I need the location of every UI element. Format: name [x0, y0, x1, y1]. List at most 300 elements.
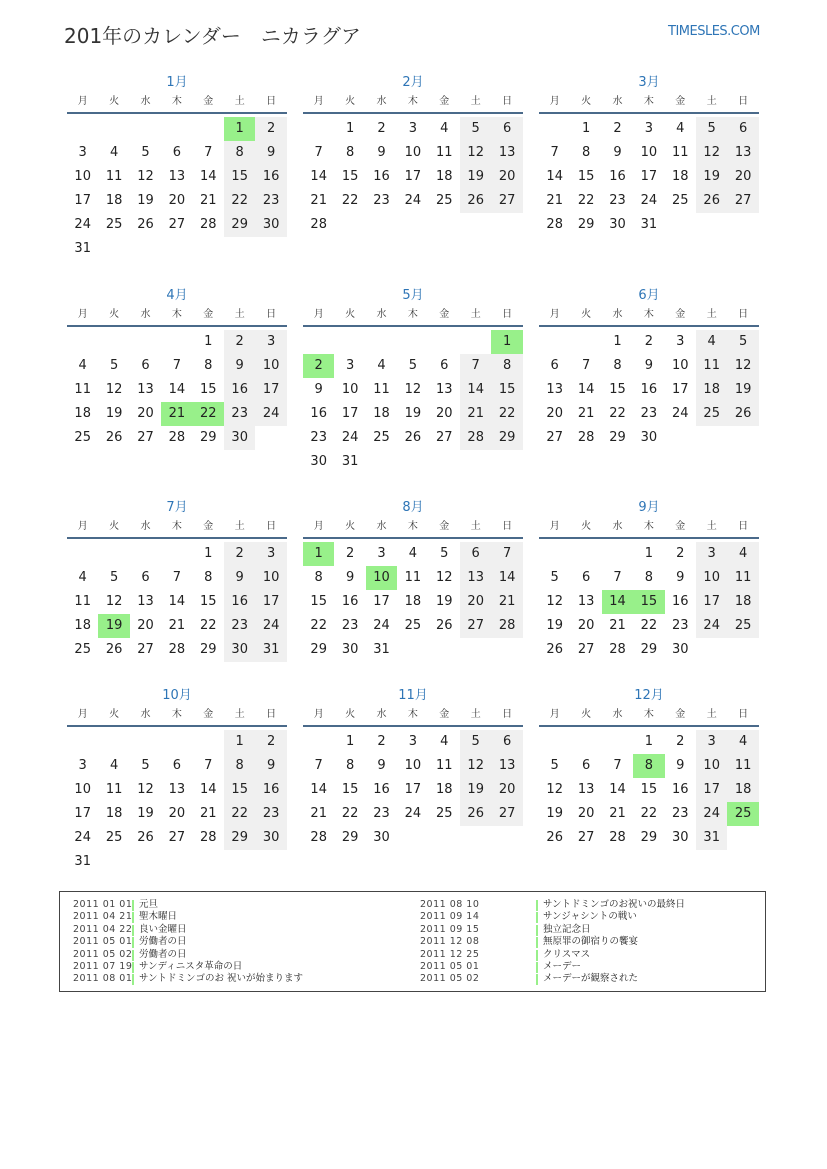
- holiday-day-cell: 1: [224, 117, 255, 141]
- day-cell: 11: [404, 570, 422, 585]
- day-cell: 6: [491, 730, 522, 754]
- holiday-day-cell: 22: [193, 402, 224, 426]
- day-cell: 13: [137, 594, 154, 609]
- day-cell: 26: [137, 830, 154, 845]
- day-cell: 1: [644, 546, 654, 561]
- day-cell: 4: [440, 734, 449, 749]
- day-cell: 2: [377, 121, 386, 136]
- day-cell: 23: [310, 430, 327, 445]
- day-cell: 15: [200, 382, 217, 397]
- day-cell: 23: [341, 618, 359, 633]
- weekday-label: 日: [738, 521, 749, 532]
- weekday-label: 火: [581, 521, 592, 532]
- day-cell: 13: [460, 566, 491, 590]
- day-cell: 16: [255, 778, 286, 802]
- day-cell: 28: [200, 217, 217, 232]
- header-divider: [303, 325, 523, 327]
- month-name: 6月: [638, 288, 660, 303]
- header-divider: [539, 112, 759, 114]
- day-cell: 20: [436, 406, 453, 421]
- day-cell: 2: [255, 730, 286, 754]
- day-cell: 20: [491, 778, 522, 802]
- day-cell: 31: [373, 642, 390, 657]
- day-cell: 12: [460, 754, 491, 778]
- day-cell: 26: [727, 402, 758, 426]
- weekday-label: 火: [345, 521, 356, 532]
- day-cell: 21: [200, 193, 217, 208]
- header-divider: [303, 112, 523, 114]
- day-cell: 5: [109, 358, 119, 373]
- day-cell: 30: [373, 830, 390, 845]
- header-divider: [67, 725, 287, 727]
- weekday-header: [67, 95, 287, 109]
- legend-marker: [132, 925, 134, 936]
- legend-date: 2011 05 02: [73, 948, 133, 960]
- day-cell: 12: [460, 141, 491, 165]
- weekday-label: 金: [675, 709, 686, 720]
- header-divider: [539, 537, 759, 539]
- day-cell: 14: [491, 566, 522, 590]
- weekday-label: 土: [470, 309, 481, 320]
- weekday-label: 月: [77, 96, 88, 107]
- day-cell: 6: [581, 570, 591, 585]
- weekday-label: 水: [612, 309, 623, 320]
- month-name: 5月: [402, 288, 424, 303]
- page-title: 201年のカレンダー ニカラグア: [64, 24, 361, 48]
- day-cell: 26: [105, 642, 123, 657]
- day-cell: 20: [546, 406, 563, 421]
- day-cell: 15: [341, 169, 359, 184]
- day-cell: 21: [310, 806, 327, 821]
- legend-marker: [536, 900, 538, 911]
- day-cell: 20: [168, 193, 186, 208]
- holiday-day-cell: 15: [633, 590, 664, 614]
- weekday-label: 日: [502, 709, 513, 720]
- legend-date: 2011 04 21: [73, 911, 133, 923]
- day-cell: 11: [436, 145, 453, 160]
- holiday-day-cell: 8: [633, 754, 664, 778]
- weekday-header: [303, 708, 523, 722]
- day-cell: 6: [172, 145, 182, 160]
- day-cell: 4: [727, 542, 758, 566]
- day-cell: 23: [640, 406, 658, 421]
- day-cell: 18: [436, 782, 453, 797]
- day-cell: 14: [168, 594, 186, 609]
- day-cell: 13: [436, 382, 453, 397]
- day-cell: 17: [341, 406, 359, 421]
- day-cell: 16: [224, 378, 255, 402]
- day-cell: 13: [727, 141, 758, 165]
- day-cell: 27: [168, 217, 186, 232]
- legend-holiday-name: 独立記念日: [543, 923, 591, 935]
- day-cell: 16: [310, 406, 327, 421]
- day-cell: 12: [546, 594, 563, 609]
- weekday-label: 金: [203, 309, 214, 320]
- legend-marker: [536, 912, 538, 923]
- day-cell: 29: [640, 830, 658, 845]
- weekday-label: 金: [439, 521, 450, 532]
- legend-date: 2011 09 15: [420, 923, 480, 935]
- day-cell: 5: [109, 570, 119, 585]
- day-cell: 17: [255, 590, 286, 614]
- day-cell: 13: [137, 382, 154, 397]
- day-cell: 10: [696, 566, 727, 590]
- day-cell: 2: [676, 734, 685, 749]
- legend-marker: [132, 974, 134, 985]
- day-cell: 30: [640, 430, 658, 445]
- day-cell: 26: [137, 217, 154, 232]
- weekday-label: 木: [407, 521, 418, 532]
- day-cell: 2: [224, 330, 255, 354]
- day-cell: 9: [255, 754, 286, 778]
- day-cell: 20: [168, 806, 186, 821]
- day-cell: 16: [609, 169, 626, 184]
- day-cell: 30: [609, 217, 626, 232]
- weekday-label: 金: [203, 521, 214, 532]
- day-cell: 25: [373, 430, 390, 445]
- legend-date: 2011 01 01: [73, 899, 133, 910]
- day-cell: 29: [609, 430, 626, 445]
- day-cell: 28: [200, 830, 217, 845]
- day-cell: 6: [460, 542, 491, 566]
- legend-marker: [132, 912, 134, 923]
- day-cell: 28: [310, 830, 327, 845]
- day-cell: 25: [727, 614, 758, 638]
- day-cell: 17: [373, 594, 390, 609]
- day-cell: 9: [224, 354, 255, 378]
- day-cell: 24: [640, 193, 658, 208]
- day-cell: 26: [546, 642, 563, 657]
- legend-date: 2011 12 08: [420, 936, 480, 948]
- day-cell: 25: [672, 193, 689, 208]
- day-cell: 5: [460, 730, 491, 754]
- day-cell: 19: [460, 165, 491, 189]
- header-divider: [303, 537, 523, 539]
- weekday-label: 土: [706, 521, 717, 532]
- weekday-label: 月: [77, 521, 88, 532]
- day-cell: 16: [672, 594, 689, 609]
- header-divider: [539, 325, 759, 327]
- weekday-label: 木: [171, 96, 182, 107]
- weekday-label: 水: [140, 709, 151, 720]
- day-cell: 16: [255, 165, 286, 189]
- day-cell: 19: [436, 594, 453, 609]
- day-cell: 25: [696, 402, 727, 426]
- day-cell: 5: [696, 117, 727, 141]
- day-cell: 25: [74, 430, 91, 445]
- day-cell: 25: [105, 830, 123, 845]
- weekday-label: 金: [675, 96, 686, 107]
- day-cell: 22: [640, 618, 658, 633]
- day-cell: 13: [168, 169, 186, 184]
- holiday-day-cell: 1: [491, 330, 522, 354]
- weekday-label: 日: [266, 309, 277, 320]
- day-cell: 24: [74, 830, 91, 845]
- day-cell: 15: [310, 594, 327, 609]
- day-grid: [303, 542, 523, 686]
- day-cell: 26: [105, 430, 123, 445]
- day-cell: 8: [345, 758, 355, 773]
- weekday-label: 土: [470, 521, 481, 532]
- day-cell: 23: [255, 189, 286, 213]
- weekday-label: 火: [109, 709, 120, 720]
- month-name: 10月: [162, 688, 192, 703]
- legend-holiday-name: サントドミンゴのお 祝いが始まります: [139, 973, 304, 985]
- legend-marker: [132, 950, 134, 961]
- weekday-header: [303, 95, 523, 109]
- legend-holiday-name: 労働者の日: [139, 948, 187, 960]
- day-cell: 5: [408, 358, 418, 373]
- day-cell: 16: [373, 169, 390, 184]
- holiday-day-cell: 25: [727, 802, 758, 826]
- legend-holiday-name: サントドミンゴのお祝いの最終日: [543, 899, 686, 910]
- day-cell: 21: [310, 193, 327, 208]
- month-name: 1月: [166, 75, 188, 90]
- day-cell: 16: [373, 782, 390, 797]
- legend-holiday-name: メーデーが観察された: [543, 973, 639, 985]
- day-cell: 7: [172, 570, 182, 585]
- weekday-label: 火: [345, 709, 356, 720]
- weekday-label: 火: [109, 96, 120, 107]
- weekday-label: 水: [612, 709, 623, 720]
- day-grid: [539, 542, 759, 686]
- month-name: 12月: [634, 688, 664, 703]
- day-cell: 5: [440, 546, 449, 561]
- legend-marker: [132, 900, 134, 911]
- header-divider: [539, 725, 759, 727]
- day-cell: 15: [224, 778, 255, 802]
- day-cell: 3: [644, 121, 654, 136]
- day-cell: 10: [404, 145, 422, 160]
- day-cell: 26: [460, 189, 491, 213]
- day-cell: 14: [200, 169, 217, 184]
- day-cell: 27: [491, 189, 522, 213]
- day-cell: 22: [609, 406, 626, 421]
- day-cell: 17: [404, 169, 422, 184]
- day-cell: 10: [74, 169, 91, 184]
- day-cell: 2: [345, 546, 355, 561]
- weekday-label: 金: [439, 96, 450, 107]
- day-cell: 29: [200, 642, 217, 657]
- day-cell: 31: [255, 638, 286, 662]
- day-cell: 1: [613, 334, 622, 349]
- day-cell: 11: [74, 594, 91, 609]
- day-cell: 6: [727, 117, 758, 141]
- day-cell: 26: [404, 430, 422, 445]
- day-cell: 6: [440, 358, 449, 373]
- brand-logo[interactable]: TIMESLES.COM: [668, 24, 760, 39]
- weekday-label: 月: [77, 709, 88, 720]
- day-cell: 6: [141, 570, 150, 585]
- weekday-label: 水: [376, 96, 387, 107]
- weekday-label: 水: [376, 309, 387, 320]
- day-cell: 11: [436, 758, 453, 773]
- day-cell: 7: [314, 145, 323, 160]
- day-cell: 1: [204, 546, 213, 561]
- day-cell: 21: [577, 406, 595, 421]
- legend-date: 2011 07 19: [73, 960, 133, 972]
- day-cell: 7: [550, 145, 559, 160]
- weekday-header: [539, 708, 759, 722]
- day-cell: 9: [345, 570, 355, 585]
- day-cell: 11: [696, 354, 727, 378]
- weekday-label: 火: [581, 309, 592, 320]
- day-cell: 28: [460, 426, 491, 450]
- day-cell: 25: [436, 806, 453, 821]
- day-cell: 25: [404, 618, 422, 633]
- day-cell: 17: [640, 169, 658, 184]
- day-cell: 19: [460, 778, 491, 802]
- day-cell: 9: [314, 382, 323, 397]
- day-cell: 15: [640, 782, 658, 797]
- day-cell: 9: [644, 358, 654, 373]
- holiday-day-cell: 2: [303, 354, 334, 378]
- legend-holiday-name: 元旦: [139, 899, 159, 910]
- day-cell: 19: [696, 165, 727, 189]
- day-cell: 6: [581, 758, 591, 773]
- weekday-header: [539, 95, 759, 109]
- day-cell: 12: [105, 382, 123, 397]
- day-cell: 16: [672, 782, 689, 797]
- day-cell: 22: [310, 618, 327, 633]
- day-cell: 20: [460, 590, 491, 614]
- day-grid: [539, 117, 759, 261]
- day-cell: 23: [373, 193, 390, 208]
- day-cell: 28: [609, 830, 626, 845]
- day-cell: 8: [224, 141, 255, 165]
- day-cell: 15: [341, 782, 359, 797]
- day-cell: 2: [377, 734, 386, 749]
- day-cell: 24: [404, 806, 422, 821]
- day-cell: 3: [696, 730, 727, 754]
- weekday-label: 火: [581, 96, 592, 107]
- day-cell: 4: [408, 546, 418, 561]
- day-cell: 27: [436, 430, 453, 445]
- day-cell: 11: [727, 566, 758, 590]
- day-cell: 11: [74, 382, 91, 397]
- day-cell: 18: [74, 406, 91, 421]
- day-cell: 4: [440, 121, 449, 136]
- month-name: 8月: [402, 500, 424, 515]
- day-cell: 28: [168, 642, 186, 657]
- day-cell: 4: [78, 358, 87, 373]
- holiday-day-cell: 19: [98, 614, 129, 638]
- weekday-label: 日: [266, 521, 277, 532]
- day-cell: 24: [341, 430, 359, 445]
- day-cell: 7: [613, 758, 622, 773]
- day-cell: 7: [204, 758, 213, 773]
- day-cell: 20: [727, 165, 758, 189]
- day-cell: 29: [577, 217, 595, 232]
- weekday-label: 水: [376, 709, 387, 720]
- month-name: 11月: [398, 688, 428, 703]
- day-cell: 12: [546, 782, 563, 797]
- weekday-label: 月: [313, 709, 324, 720]
- day-cell: 18: [373, 406, 390, 421]
- day-cell: 22: [224, 802, 255, 826]
- weekday-label: 土: [470, 709, 481, 720]
- day-cell: 27: [137, 430, 154, 445]
- day-cell: 12: [404, 382, 422, 397]
- day-cell: 10: [640, 145, 658, 160]
- day-cell: 18: [696, 378, 727, 402]
- weekday-header: [67, 308, 287, 322]
- day-cell: 18: [105, 193, 123, 208]
- day-cell: 9: [224, 566, 255, 590]
- day-cell: 8: [204, 570, 213, 585]
- day-cell: 3: [255, 542, 286, 566]
- day-cell: 28: [546, 217, 563, 232]
- day-cell: 9: [613, 145, 622, 160]
- weekday-label: 金: [203, 96, 214, 107]
- day-cell: 31: [74, 854, 91, 869]
- weekday-label: 木: [643, 309, 654, 320]
- weekday-header: [539, 520, 759, 534]
- day-cell: 26: [436, 618, 453, 633]
- day-cell: 19: [137, 806, 154, 821]
- weekday-label: 土: [234, 309, 245, 320]
- weekday-label: 金: [439, 309, 450, 320]
- day-cell: 24: [672, 406, 689, 421]
- weekday-label: 金: [439, 709, 450, 720]
- weekday-label: 木: [407, 309, 418, 320]
- day-cell: 5: [727, 330, 758, 354]
- day-cell: 10: [341, 382, 359, 397]
- weekday-label: 木: [171, 309, 182, 320]
- day-grid: [539, 330, 759, 474]
- weekday-label: 日: [738, 709, 749, 720]
- holiday-day-cell: 10: [366, 566, 397, 590]
- weekday-label: 月: [313, 309, 324, 320]
- day-cell: 3: [345, 358, 355, 373]
- day-cell: 24: [74, 217, 91, 232]
- day-cell: 7: [314, 758, 323, 773]
- day-cell: 15: [609, 382, 626, 397]
- day-cell: 30: [224, 426, 255, 450]
- day-cell: 27: [546, 430, 563, 445]
- weekday-label: 土: [234, 709, 245, 720]
- day-cell: 29: [310, 642, 327, 657]
- day-cell: 24: [404, 193, 422, 208]
- day-cell: 2: [613, 121, 622, 136]
- day-cell: 1: [224, 730, 255, 754]
- day-cell: 8: [491, 354, 522, 378]
- day-cell: 28: [491, 614, 522, 638]
- day-cell: 24: [255, 402, 286, 426]
- day-cell: 3: [377, 546, 386, 561]
- legend-date: 2011 05 02: [420, 973, 480, 985]
- day-cell: 5: [550, 758, 559, 773]
- weekday-label: 金: [675, 521, 686, 532]
- day-cell: 27: [577, 642, 595, 657]
- day-cell: 13: [168, 782, 186, 797]
- day-cell: 19: [727, 378, 758, 402]
- day-cell: 3: [78, 145, 87, 160]
- day-cell: 27: [491, 802, 522, 826]
- day-cell: 10: [696, 754, 727, 778]
- day-cell: 12: [105, 594, 123, 609]
- day-cell: 19: [546, 618, 563, 633]
- weekday-label: 水: [376, 521, 387, 532]
- day-cell: 18: [727, 590, 758, 614]
- header-divider: [303, 725, 523, 727]
- day-cell: 1: [581, 121, 591, 136]
- day-cell: 11: [727, 754, 758, 778]
- day-cell: 14: [200, 782, 217, 797]
- day-cell: 8: [345, 145, 355, 160]
- day-cell: 7: [204, 145, 213, 160]
- legend-holiday-name: 労働者の日: [139, 936, 187, 948]
